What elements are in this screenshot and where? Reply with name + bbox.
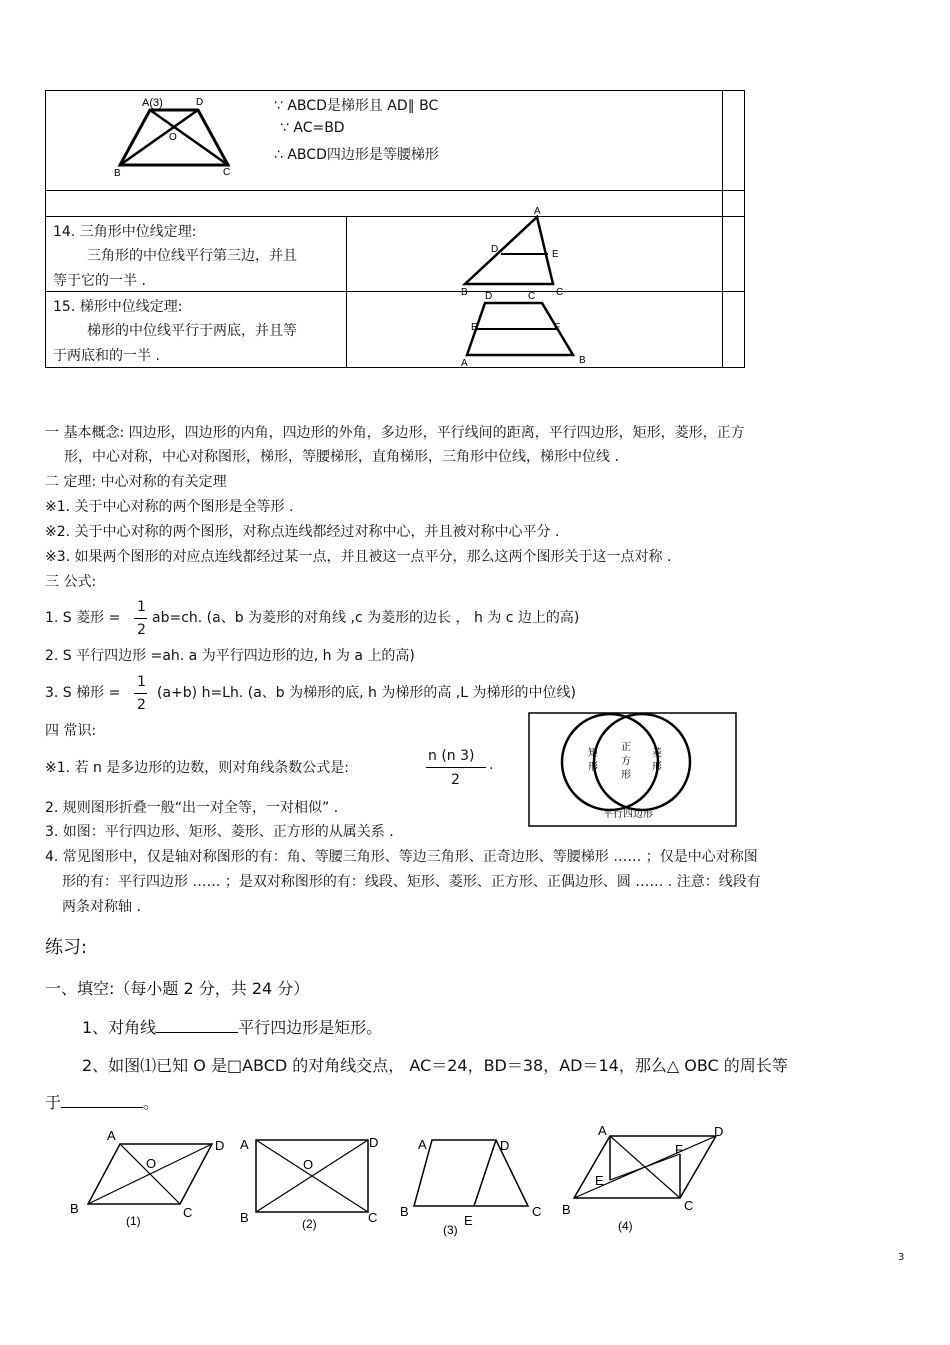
venn-rect-label: 矩	[588, 748, 598, 759]
label-c: C	[556, 287, 564, 298]
theorem15-line1: 梯形的中位线平行于两底，并且等	[87, 323, 297, 339]
label-e: E	[595, 1173, 604, 1188]
label-b: B	[114, 168, 121, 179]
exercise-title: 练习:	[45, 937, 88, 958]
diagonal-formula-denominator: 2	[451, 772, 460, 788]
label-b: B	[240, 1210, 249, 1225]
figure-4-caption: (4)	[618, 1219, 633, 1233]
question-2-line2	[45, 1090, 159, 1113]
venn-square-label-3: 形	[621, 770, 631, 781]
page-number: 3	[898, 1252, 905, 1263]
theorem14-line1: 三角形的中位线平行第三边，并且	[87, 248, 297, 264]
figure-2-rectangle	[236, 1130, 386, 1240]
table-col-divider	[346, 216, 347, 368]
theorem-item-2: ※2. 关于中心对称的两个图形，对称点连线都经过对称中心，并且被对称中心平分 .	[45, 524, 560, 540]
label-o: O	[146, 1156, 157, 1171]
question-1-suffix: 平行四边形是矩形。	[238, 1018, 383, 1037]
figure-1-caption: (1)	[126, 1214, 141, 1228]
venn-rect-label-2: 形	[588, 762, 598, 773]
figure-1-parallelogram	[60, 1122, 240, 1232]
table-border-inner-right	[722, 90, 723, 368]
knowledge-item-4-line1: 4. 常见图形中，仅是轴对称图形的有：角、等腰三角形、等边三角形、正奇边形、等腰梯形 …… ；仅是中心对称图	[45, 849, 758, 865]
question-2-answer-blank[interactable]	[61, 1093, 143, 1108]
formula1-denominator: 2	[137, 622, 146, 638]
label-c: C	[528, 291, 536, 302]
label-d: D	[714, 1124, 724, 1139]
theorem14-title: 14. 三角形中位线定理:	[53, 224, 197, 240]
diagonal-formula-numerator: n (n 3)	[428, 748, 475, 764]
label-d: D	[215, 1138, 225, 1153]
knowledge-item-4-line2: 形的有：平行四边形 …… ；是双对称图形的有：线段、矩形、菱形、正方形、正偶边形、圆 …… . 注意：线段有	[62, 874, 761, 890]
theorem-section-title: 二 定理: 中心对称的有关定理	[45, 474, 227, 490]
formula3-numerator: 1	[137, 674, 146, 690]
label-a: A	[240, 1137, 249, 1152]
table-rule	[45, 216, 745, 217]
label-a: A	[107, 1128, 116, 1143]
formula3-fraction-bar	[134, 693, 147, 694]
label-a3: A(3)	[142, 97, 163, 109]
table-rule	[45, 291, 745, 292]
label-e: E	[464, 1213, 473, 1228]
theorem15-line2: 于两底和的一半 .	[53, 348, 160, 364]
table-border-right	[744, 90, 745, 368]
formula-section-title: 三 公式:	[45, 574, 97, 590]
label-o: O	[303, 1157, 314, 1172]
figure-3-trapezoid	[396, 1130, 556, 1242]
table-rule	[45, 190, 745, 191]
venn-square-label: 正	[621, 742, 631, 753]
diagonal-formula-dot: .	[489, 757, 494, 773]
table-border-left	[45, 90, 46, 368]
label-a: A	[461, 358, 468, 367]
label-a: A	[418, 1137, 427, 1152]
label-o: O	[169, 132, 177, 143]
theorem-item-1: ※1. 关于中心对称的两个图形是全等形 .	[45, 499, 294, 515]
fill-blank-section-title: 一、填空:（每小题 2 分，共 24 分）	[45, 979, 310, 998]
quadrilateral-venn-diagram	[528, 712, 740, 830]
label-b: B	[562, 1202, 571, 1217]
venn-rhombus-label-2: 形	[652, 762, 662, 773]
knowledge-item-4-line3: 两条对称轴 .	[62, 899, 141, 915]
diagonal-formula-bar	[426, 767, 486, 768]
trap-proof-line2: ∵ AC=BD	[280, 120, 345, 136]
knowledge-item-3: 3. 如图：平行四边形、矩形、菱形、正方形的从属关系 .	[45, 824, 394, 840]
formula3-prefix: 3. S 梯形 =	[45, 685, 121, 701]
figure-3-caption: (3)	[443, 1223, 458, 1237]
label-a: A	[598, 1123, 607, 1138]
venn-square-label-2: 方	[621, 756, 631, 767]
label-c: C	[684, 1198, 694, 1213]
formula1-body: ab=ch. (a、b 为菱形的对角线 ,c 为菱形的边长 ， h 为 c 边上的高)	[152, 610, 580, 626]
label-c: C	[368, 1210, 378, 1225]
label-c: C	[183, 1205, 193, 1220]
knowledge-item-2: 2. 规则图形折叠一般“出一对全等，一对相似” .	[45, 800, 339, 816]
formula1-fraction-bar	[134, 618, 147, 619]
knowledge-item-1: ※1. 若 n 是多边形的边数，则对角线条数公式是:	[45, 760, 350, 776]
table-border-top	[45, 90, 745, 91]
formula1-numerator: 1	[137, 599, 146, 615]
concepts-line1: 一 基本概念: 四边形，四边形的内角，四边形的外角，多边形，平行线间的距离，平行四边形，矩形，菱形，正方	[45, 425, 745, 441]
triangle-midline-figure	[455, 202, 575, 298]
knowledge-section-title: 四 常识:	[45, 723, 97, 739]
label-d: D	[491, 244, 499, 255]
question-2-prefix: 于	[45, 1093, 62, 1112]
concepts-line2: 形，中心对称，中心对称图形，梯形，等腰梯形，直角梯形，三角形中位线，梯形中位线 .	[64, 449, 619, 465]
label-b: B	[70, 1201, 79, 1216]
label-d: D	[369, 1135, 379, 1150]
label-d: D	[500, 1138, 510, 1153]
label-b: B	[400, 1204, 409, 1219]
label-d: D	[485, 291, 493, 302]
venn-outer-label: 平行四边形	[603, 809, 653, 820]
question-2-line1: 2、如图⑴已知 O 是□ABCD 的对角线交点， AC＝24，BD＝38，AD＝14，那么△ OBC 的周长等	[82, 1056, 788, 1075]
question-2-suffix: 。	[143, 1093, 160, 1112]
trapezoid-midline-figure	[455, 289, 595, 367]
figure-2-caption: (2)	[302, 1217, 317, 1231]
question-1-prefix: 1、对角线	[82, 1018, 157, 1037]
label-b: B	[579, 355, 586, 366]
figure-4-parallelogram	[558, 1120, 738, 1238]
label-c: C	[223, 167, 231, 178]
isosceles-trapezoid-figure	[110, 92, 250, 182]
venn-rhombus-label: 菱	[652, 748, 662, 759]
question-1-answer-blank[interactable]	[156, 1018, 238, 1033]
label-a: A	[534, 206, 541, 217]
label-f: F	[675, 1142, 683, 1157]
trap-proof-line1: ∵ ABCD是梯形且 AD∥ BC	[274, 98, 439, 114]
formula3-body: (a+b) h=Lh. (a、b 为梯形的底, h 为梯形的高 ,L 为梯形的中位线)	[157, 685, 576, 701]
label-d: D	[196, 97, 204, 108]
table-border-bottom	[45, 367, 745, 368]
label-f: F	[554, 322, 561, 333]
formula3-denominator: 2	[137, 697, 146, 713]
question-1	[82, 1015, 382, 1038]
formula2: 2. S 平行四边形 =ah. a 为平行四边形的边, h 为 a 上的高)	[45, 648, 415, 664]
theorem14-line2: 等于它的一半 .	[53, 273, 146, 289]
theorem15-title: 15. 梯形中位线定理:	[53, 299, 183, 315]
label-e: E	[471, 322, 478, 333]
label-c: C	[532, 1204, 542, 1219]
label-b: B	[461, 287, 468, 298]
theorem-item-3: ※3. 如果两个图形的对应点连线都经过某一点，并且被这一点平分，那么这两个图形关于这一点对称 .	[45, 549, 672, 565]
formula1-prefix: 1. S 菱形 =	[45, 610, 121, 626]
trap-proof-line3: ∴ ABCD四边形是等腰梯形	[274, 147, 439, 163]
label-e: E	[552, 249, 559, 260]
